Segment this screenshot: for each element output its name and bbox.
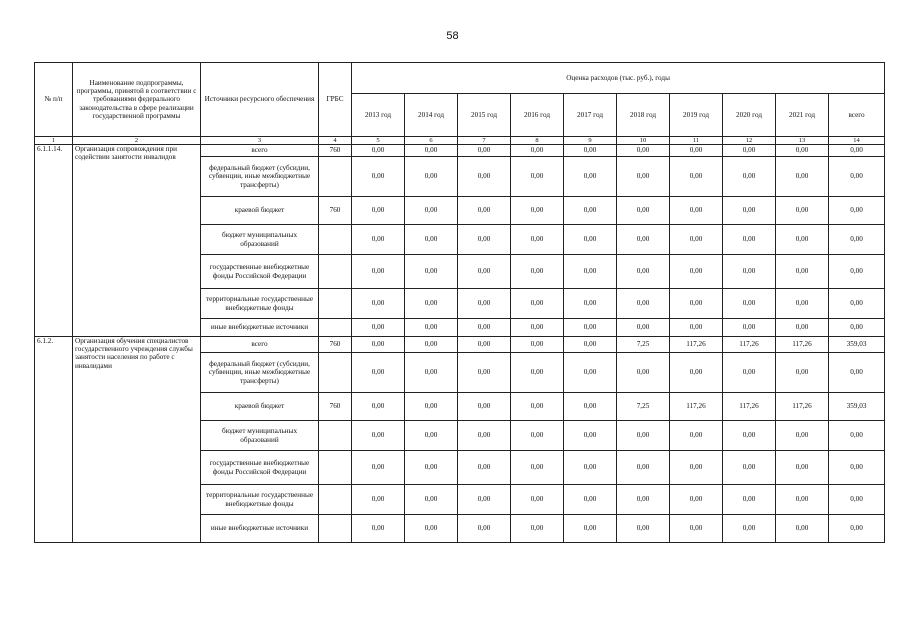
amount-cell: 0,00: [617, 353, 670, 393]
amount-cell: 0,00: [829, 225, 885, 255]
amount-cell: 0,00: [405, 353, 458, 393]
amount-cell: 0,00: [829, 319, 885, 337]
amount-cell: 0,00: [617, 157, 670, 197]
column-index: 9: [564, 137, 617, 145]
amount-cell: 0,00: [617, 225, 670, 255]
amount-cell: 0,00: [564, 337, 617, 353]
amount-cell: 0,00: [458, 421, 511, 451]
page-number: 58: [446, 30, 459, 42]
amount-cell: 0,00: [617, 485, 670, 515]
program-name: Организация обучения специалистов государственного учреждения службы занятости населения по работе с инвалидами: [73, 337, 201, 543]
amount-cell: 0,00: [405, 337, 458, 353]
amount-cell: 0,00: [511, 225, 564, 255]
amount-cell: 0,00: [511, 157, 564, 197]
column-index: 4: [319, 137, 352, 145]
amount-cell: 0,00: [617, 145, 670, 157]
header-year: 2015 год: [458, 94, 511, 137]
amount-cell: 0,00: [829, 145, 885, 157]
amount-cell: 0,00: [670, 421, 723, 451]
funding-source: территориальные государственные внебюджетные фонды: [201, 485, 319, 515]
amount-cell: 359,03: [829, 337, 885, 353]
amount-cell: 117,26: [723, 337, 776, 353]
amount-cell: 0,00: [405, 393, 458, 421]
grbs-code: [319, 451, 352, 485]
amount-cell: 0,00: [405, 255, 458, 289]
column-index: 11: [670, 137, 723, 145]
amount-cell: 0,00: [776, 319, 829, 337]
amount-cell: 0,00: [511, 485, 564, 515]
header-estimate: Оценка расходов (тыс. руб.), годы: [352, 63, 885, 94]
amount-cell: 0,00: [723, 485, 776, 515]
funding-source: всего: [201, 145, 319, 157]
amount-cell: 0,00: [829, 255, 885, 289]
amount-cell: 0,00: [405, 225, 458, 255]
amount-cell: 0,00: [617, 197, 670, 225]
amount-cell: 0,00: [511, 255, 564, 289]
amount-cell: 0,00: [670, 197, 723, 225]
amount-cell: 0,00: [723, 353, 776, 393]
program-name: Организация сопровождения при содействии занятости инвалидов: [73, 145, 201, 337]
amount-cell: 0,00: [458, 319, 511, 337]
grbs-code: 760: [319, 337, 352, 353]
amount-cell: 0,00: [352, 515, 405, 543]
amount-cell: 117,26: [776, 337, 829, 353]
amount-cell: 117,26: [670, 337, 723, 353]
amount-cell: 0,00: [511, 515, 564, 543]
amount-cell: 0,00: [829, 515, 885, 543]
amount-cell: 0,00: [352, 289, 405, 319]
amount-cell: 0,00: [670, 145, 723, 157]
amount-cell: 0,00: [405, 319, 458, 337]
amount-cell: 0,00: [458, 337, 511, 353]
grbs-code: [319, 289, 352, 319]
amount-cell: 0,00: [352, 393, 405, 421]
amount-cell: 0,00: [458, 255, 511, 289]
amount-cell: 0,00: [564, 255, 617, 289]
header-year: 2019 год: [670, 94, 723, 137]
amount-cell: 0,00: [405, 145, 458, 157]
amount-cell: 0,00: [670, 289, 723, 319]
amount-cell: 0,00: [352, 145, 405, 157]
amount-cell: 0,00: [723, 145, 776, 157]
header-grbs: ГРБС: [319, 63, 352, 137]
amount-cell: 0,00: [670, 255, 723, 289]
amount-cell: 0,00: [352, 319, 405, 337]
grbs-code: [319, 255, 352, 289]
amount-cell: 0,00: [776, 515, 829, 543]
amount-cell: 0,00: [776, 225, 829, 255]
funding-source: бюджет муниципальных образований: [201, 421, 319, 451]
amount-cell: 0,00: [352, 485, 405, 515]
amount-cell: 0,00: [352, 255, 405, 289]
amount-cell: 0,00: [458, 145, 511, 157]
amount-cell: 117,26: [776, 393, 829, 421]
header-source: Источники ресурсного обеспечения: [201, 63, 319, 137]
funding-source: федеральный бюджет (субсидии, субвенции, иные межбюджетные трансферты): [201, 157, 319, 197]
amount-cell: 0,00: [564, 515, 617, 543]
amount-cell: 0,00: [617, 515, 670, 543]
amount-cell: 0,00: [723, 515, 776, 543]
amount-cell: 0,00: [458, 451, 511, 485]
amount-cell: 0,00: [405, 421, 458, 451]
amount-cell: 0,00: [405, 515, 458, 543]
amount-cell: 0,00: [776, 289, 829, 319]
amount-cell: 0,00: [405, 451, 458, 485]
row-number: 6.1.1.14.: [35, 145, 73, 337]
amount-cell: 0,00: [458, 353, 511, 393]
amount-cell: 0,00: [776, 157, 829, 197]
grbs-code: [319, 421, 352, 451]
header-num: № п/п: [35, 63, 73, 137]
grbs-code: [319, 485, 352, 515]
amount-cell: 117,26: [670, 393, 723, 421]
amount-cell: 0,00: [405, 485, 458, 515]
column-index: 1: [35, 137, 73, 145]
amount-cell: 0,00: [776, 421, 829, 451]
amount-cell: 0,00: [352, 421, 405, 451]
funding-source: иные внебюджетные источники: [201, 319, 319, 337]
amount-cell: 0,00: [776, 353, 829, 393]
funding-source: бюджет муниципальных образований: [201, 225, 319, 255]
column-index: 6: [405, 137, 458, 145]
amount-cell: 0,00: [829, 485, 885, 515]
amount-cell: 0,00: [564, 157, 617, 197]
amount-cell: 0,00: [511, 421, 564, 451]
funding-source: иные внебюджетные источники: [201, 515, 319, 543]
amount-cell: 0,00: [670, 451, 723, 485]
column-index: 7: [458, 137, 511, 145]
amount-cell: 0,00: [511, 289, 564, 319]
amount-cell: 0,00: [829, 289, 885, 319]
funding-source: краевой бюджет: [201, 393, 319, 421]
header-year: всего: [829, 94, 885, 137]
amount-cell: 0,00: [511, 145, 564, 157]
amount-cell: 0,00: [511, 393, 564, 421]
amount-cell: 0,00: [352, 353, 405, 393]
header-year: 2018 год: [617, 94, 670, 137]
amount-cell: 0,00: [723, 255, 776, 289]
grbs-code: 760: [319, 197, 352, 225]
amount-cell: 0,00: [829, 421, 885, 451]
amount-cell: 0,00: [458, 197, 511, 225]
header-year: 2017 год: [564, 94, 617, 137]
header-year: 2016 год: [511, 94, 564, 137]
amount-cell: 0,00: [670, 157, 723, 197]
funding-source: всего: [201, 337, 319, 353]
amount-cell: 0,00: [458, 157, 511, 197]
grbs-code: 760: [319, 393, 352, 421]
amount-cell: 0,00: [458, 485, 511, 515]
amount-cell: 0,00: [617, 255, 670, 289]
amount-cell: 0,00: [564, 319, 617, 337]
amount-cell: 0,00: [723, 197, 776, 225]
amount-cell: 0,00: [564, 353, 617, 393]
amount-cell: 0,00: [670, 485, 723, 515]
amount-cell: 0,00: [670, 319, 723, 337]
amount-cell: 0,00: [723, 319, 776, 337]
amount-cell: 0,00: [723, 451, 776, 485]
amount-cell: 0,00: [617, 319, 670, 337]
amount-cell: 0,00: [564, 393, 617, 421]
column-index: 14: [829, 137, 885, 145]
amount-cell: 0,00: [564, 225, 617, 255]
header-name: Наименование подпрограммы, программы, принятой в соответствии с требованиями федерального законодательства в сфере реализации государственной программы: [73, 63, 201, 137]
amount-cell: 0,00: [352, 225, 405, 255]
amount-cell: 0,00: [405, 197, 458, 225]
header-year: 2021 год: [776, 94, 829, 137]
grbs-code: [319, 157, 352, 197]
amount-cell: 0,00: [670, 515, 723, 543]
column-index: 3: [201, 137, 319, 145]
amount-cell: 0,00: [352, 451, 405, 485]
amount-cell: 0,00: [511, 353, 564, 393]
amount-cell: 0,00: [829, 353, 885, 393]
expense-table: [34, 62, 885, 543]
funding-source: территориальные государственные внебюджетные фонды: [201, 289, 319, 319]
amount-cell: 0,00: [670, 225, 723, 255]
amount-cell: 0,00: [776, 485, 829, 515]
amount-cell: 0,00: [776, 255, 829, 289]
amount-cell: 359,03: [829, 393, 885, 421]
amount-cell: 0,00: [776, 197, 829, 225]
amount-cell: 0,00: [723, 289, 776, 319]
column-index: 10: [617, 137, 670, 145]
amount-cell: 0,00: [776, 145, 829, 157]
amount-cell: 0,00: [458, 393, 511, 421]
amount-cell: 0,00: [829, 197, 885, 225]
amount-cell: 0,00: [564, 451, 617, 485]
amount-cell: 0,00: [617, 421, 670, 451]
amount-cell: 0,00: [405, 157, 458, 197]
amount-cell: 0,00: [511, 337, 564, 353]
column-index: 2: [73, 137, 201, 145]
amount-cell: 7,25: [617, 393, 670, 421]
column-index: 5: [352, 137, 405, 145]
amount-cell: 117,26: [723, 393, 776, 421]
table-row: [35, 337, 885, 353]
column-index: 8: [511, 137, 564, 145]
grbs-code: [319, 353, 352, 393]
amount-cell: 0,00: [723, 157, 776, 197]
column-index: 12: [723, 137, 776, 145]
amount-cell: 0,00: [458, 225, 511, 255]
amount-cell: 0,00: [564, 485, 617, 515]
funding-source: государственные внебюджетные фонды Российской Федерации: [201, 451, 319, 485]
funding-source: краевой бюджет: [201, 197, 319, 225]
amount-cell: 0,00: [511, 319, 564, 337]
funding-source: федеральный бюджет (субсидии, субвенции, иные межбюджетные трансферты): [201, 353, 319, 393]
amount-cell: 0,00: [617, 451, 670, 485]
amount-cell: 0,00: [564, 421, 617, 451]
grbs-code: [319, 225, 352, 255]
amount-cell: 0,00: [458, 515, 511, 543]
amount-cell: 7,25: [617, 337, 670, 353]
funding-source: государственные внебюджетные фонды Российской Федерации: [201, 255, 319, 289]
amount-cell: 0,00: [723, 225, 776, 255]
amount-cell: 0,00: [829, 157, 885, 197]
amount-cell: 0,00: [829, 451, 885, 485]
amount-cell: 0,00: [564, 289, 617, 319]
grbs-code: [319, 319, 352, 337]
column-index: 13: [776, 137, 829, 145]
table-row: [35, 145, 885, 157]
header-year: 2020 год: [723, 94, 776, 137]
grbs-code: [319, 515, 352, 543]
amount-cell: 0,00: [511, 197, 564, 225]
amount-cell: 0,00: [670, 353, 723, 393]
header-year: 2013 год: [352, 94, 405, 137]
amount-cell: 0,00: [723, 421, 776, 451]
amount-cell: 0,00: [405, 289, 458, 319]
amount-cell: 0,00: [776, 451, 829, 485]
amount-cell: 0,00: [458, 289, 511, 319]
grbs-code: 760: [319, 145, 352, 157]
header-year: 2014 год: [405, 94, 458, 137]
amount-cell: 0,00: [617, 289, 670, 319]
row-number: 6.1.2.: [35, 337, 73, 543]
amount-cell: 0,00: [352, 337, 405, 353]
amount-cell: 0,00: [564, 197, 617, 225]
amount-cell: 0,00: [511, 451, 564, 485]
amount-cell: 0,00: [564, 145, 617, 157]
amount-cell: 0,00: [352, 157, 405, 197]
amount-cell: 0,00: [352, 197, 405, 225]
